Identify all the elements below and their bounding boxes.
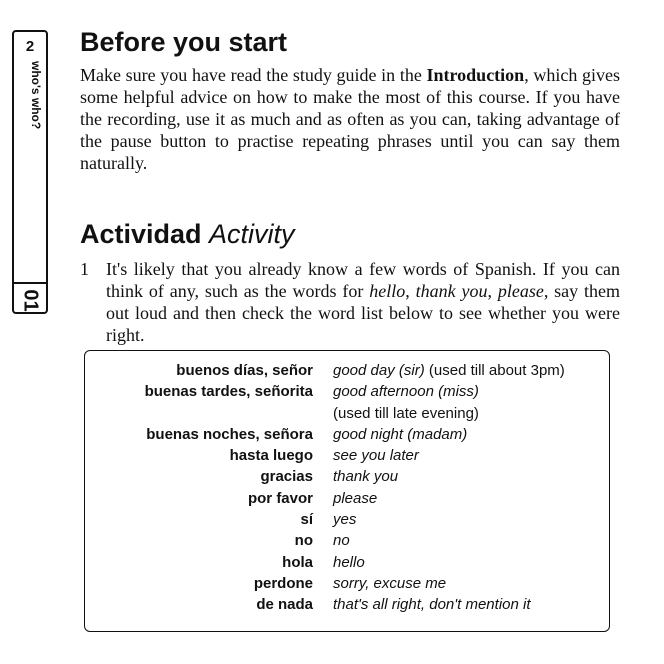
word-list-box (84, 350, 610, 632)
activity-item-number: 1 (80, 259, 89, 279)
intro-paragraph (80, 64, 620, 174)
spanish-phrase: buenas tardes, señorita (144, 383, 313, 401)
english-translation (333, 424, 609, 445)
word-list-row (85, 552, 609, 573)
activity-heading-spanish: Actividad (80, 219, 202, 249)
english-text: good afternoon (miss) (333, 383, 479, 401)
word-list-row (85, 530, 609, 551)
word-list-row (85, 466, 609, 487)
spanish-phrase: gracias (260, 468, 313, 486)
word-list-row (85, 488, 609, 509)
english-text: yes (333, 511, 357, 529)
activity-word-thank-you: thank you (415, 281, 488, 301)
word-list-row (85, 594, 609, 615)
word-list-row (85, 360, 609, 381)
word-list-row (85, 573, 609, 594)
intro-text-end: , which gives some helpful advice on how to make the most of this course. If you have the recording, use it as much and as often as you can, taking advantage of the pause button to practise repeating phrases until you can say them naturally. (80, 65, 621, 173)
word-list-row (85, 381, 609, 402)
english-text: good day (sir) (333, 362, 425, 379)
unit-number: 01 (19, 289, 42, 312)
activity-separator: , (405, 281, 416, 301)
english-translation (333, 445, 609, 466)
activity-heading-english: Activity (209, 219, 295, 249)
spanish-phrase (85, 403, 333, 424)
activity-item-text (106, 258, 620, 346)
english-translation (333, 360, 609, 381)
activity-heading (80, 218, 620, 250)
english-translation (333, 552, 609, 573)
activity-separator: , (487, 281, 498, 301)
activity-text-part: , say them out loud and then check the word list below to see whether you were right. (106, 281, 621, 345)
before-you-start-heading: Before you start (80, 27, 288, 57)
spanish-phrase: no (294, 532, 313, 550)
english-text: sorry, excuse me (333, 574, 447, 592)
english-text: thank you (333, 468, 399, 486)
spanish-phrase: buenos días, señor (176, 362, 313, 379)
chapter-title: who's who? (29, 61, 43, 130)
word-list-row (85, 509, 609, 530)
english-translation (333, 530, 609, 551)
spanish-phrase: hasta luego (229, 447, 313, 465)
english-translation (333, 466, 609, 487)
word-list-row (85, 445, 609, 466)
spanish-phrase: de nada (256, 596, 313, 614)
spanish-phrase: por favor (247, 489, 313, 507)
side-tab-divider (14, 282, 46, 284)
english-translation (333, 509, 609, 530)
english-translation (333, 381, 609, 402)
spanish-phrase: hola (282, 553, 313, 571)
page-number: 2 (25, 38, 35, 55)
spanish-phrase: buenas noches, señora (146, 425, 313, 443)
activity-word-please: please (497, 281, 544, 301)
spanish-phrase: sí (300, 511, 313, 529)
chapter-side-tab (12, 30, 48, 314)
spanish-phrase: perdone (253, 574, 313, 592)
word-list-table (85, 360, 609, 616)
intro-text-start: Make sure you have read the study guide in the (80, 65, 427, 85)
english-text: good night (madam) (333, 425, 468, 443)
activity-word-hello: hello (369, 281, 406, 301)
activity-item (80, 258, 620, 346)
word-list-row (85, 424, 609, 445)
word-list-row (85, 403, 609, 424)
usage-note: (used till late evening) (333, 404, 479, 422)
usage-note: (used till about 3pm) (424, 362, 565, 379)
english-text: please (333, 489, 378, 507)
english-text: no (333, 532, 350, 550)
english-translation (333, 488, 609, 509)
main-content (80, 26, 620, 346)
english-translation (333, 403, 609, 424)
english-translation (333, 594, 609, 615)
english-text: that's all right, don't mention it (333, 596, 531, 614)
english-text: hello (333, 553, 365, 571)
intro-text-bold: Introduction (426, 65, 525, 85)
english-translation (333, 573, 609, 594)
english-text: see you later (333, 447, 419, 465)
activity-text-part: It's likely that you already know a few words of Spanish. If you can think of any, such as the words for (106, 259, 620, 301)
